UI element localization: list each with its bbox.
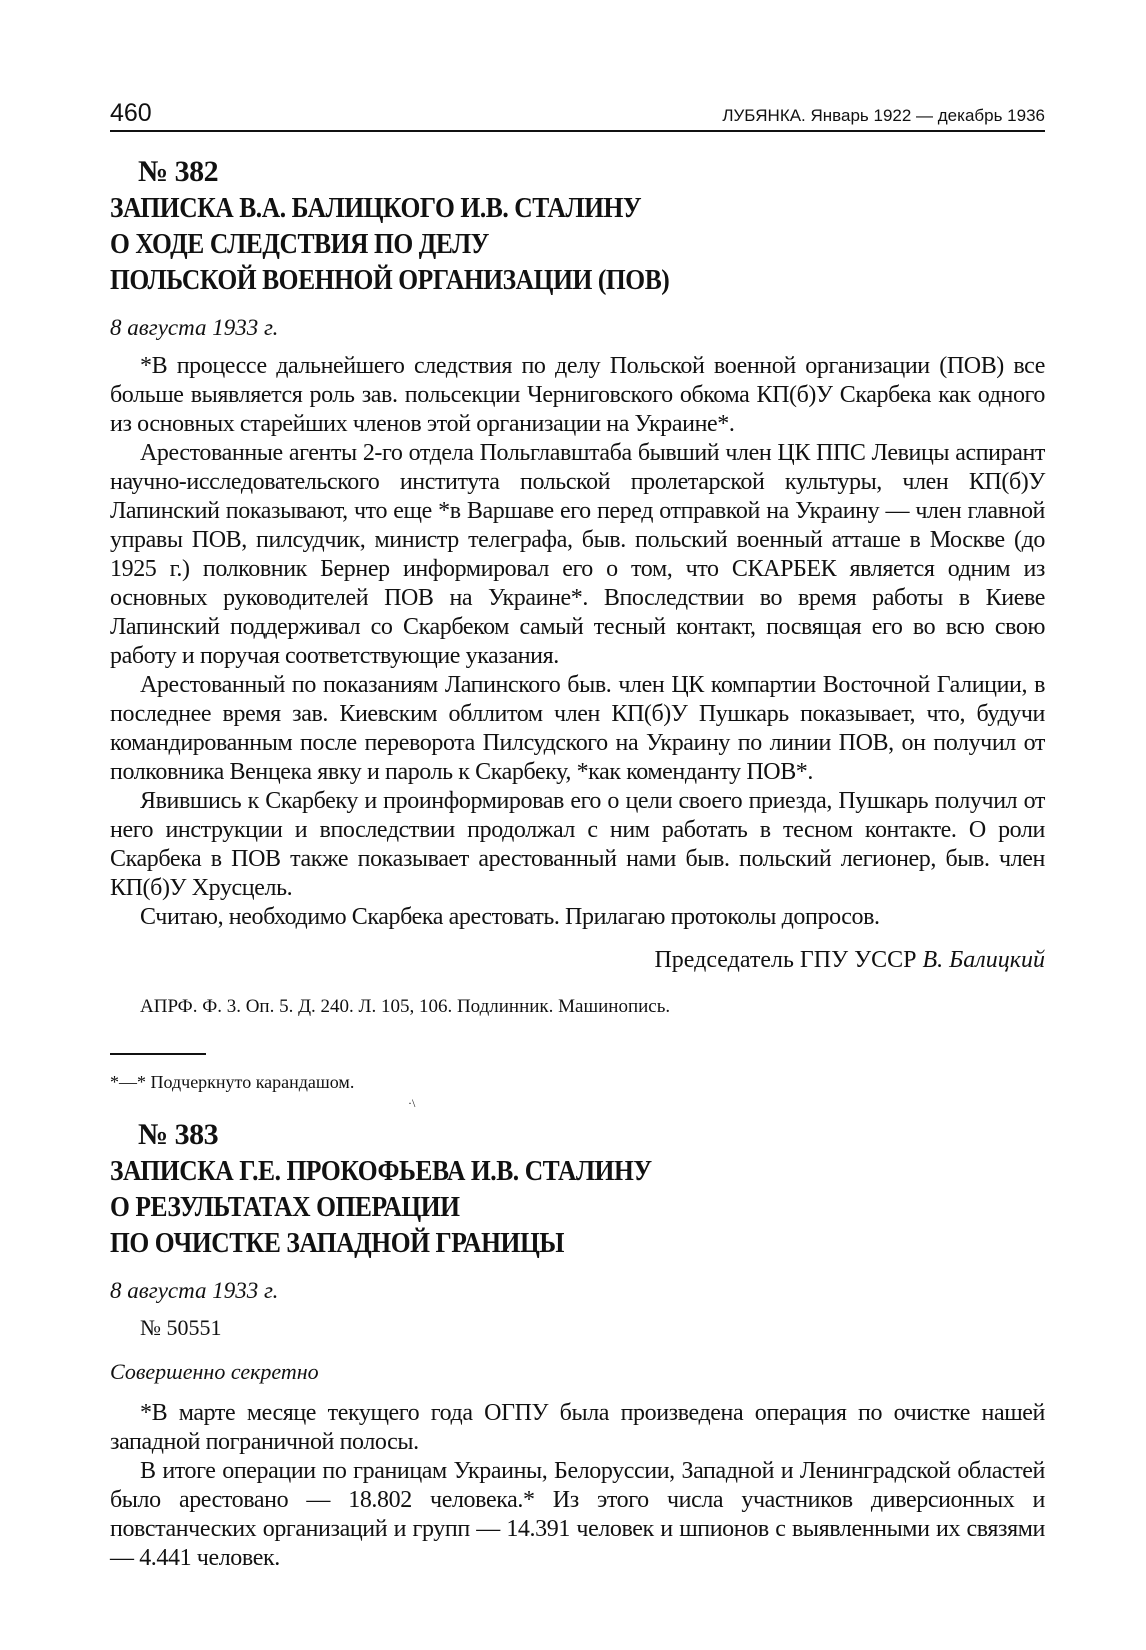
document-383 (110, 1117, 1045, 1573)
document-title-line: ПО ОЧИСТКЕ ЗАПАДНОЙ ГРАНИЦЫ (110, 1227, 564, 1259)
paragraph: В итоге операции по границам Украины, Белоруссии, Западной и Ленинградской областей было арестовано — 18.802 человека.* Из этого числа участников диверсионных и повстанческих организаций и групп — 14.391 человек и шпионов с выявленными их связями — 4.441 человек. (110, 1458, 1045, 1571)
registration-number: № 50551 (140, 1315, 222, 1340)
document-date: 8 августа 1933 г. (110, 1278, 279, 1303)
signer-position: Председатель ГПУ УССР (654, 947, 917, 973)
document-date: 8 августа 1933 г. (110, 315, 279, 340)
running-title: ЛУБЯНКА. Январь 1922 — декабрь 1936 (722, 106, 1045, 125)
signer-name: В. Балицкий (922, 947, 1045, 973)
paragraph: Считаю, необходимо Скарбека арестовать. Прилагаю протоколы допросов. (140, 904, 880, 930)
paragraph: *В марте месяце текущего года ОГПУ была произведена операция по очистке нашей западной пограничной полосы. (110, 1400, 1045, 1455)
page-number: 460 (110, 99, 152, 127)
signature (110, 946, 1045, 975)
document-title-line: О ХОДЕ СЛЕДСТВИЯ ПО ДЕЛУ (110, 228, 489, 260)
document-title-line: ПОЛЬСКОЙ ВОЕННОЙ ОРГАНИЗАЦИИ (ПОВ) (110, 264, 670, 296)
paragraph: Арестованные агенты 2-го отдела Польглавштаба бывший член ЦК ППС Левицы аспирант научно-исследовательского института польской пролетарской культуры, член КП(б)У Лапинский показывают, что еще *в Варшаве его перед отправкой на Украину — член главной управы ПОВ, пилсудчик, министр телеграфа, быв. польский военный атташе в Москве (до 1925 г.) полковник Бернер информировал его о том, что СКАРБЕК является одним из основных руководителей ПОВ на Украине*. Впоследствии во время работы в Киеве Лапинский поддерживал со Скарбеком самый тесный контакт, посвящая его во всю свою работу и поручая соответствующие указания. (110, 440, 1045, 669)
document-title-line: О РЕЗУЛЬТАТАХ ОПЕРАЦИИ (110, 1191, 460, 1223)
document-title-line: ЗАПИСКА В.А. БАЛИЦКОГО И.В. СТАЛИНУ (110, 192, 642, 224)
footnote-divider (110, 1053, 206, 1055)
archive-reference: АПРФ. Ф. 3. Оп. 5. Д. 240. Л. 105, 106. Подлинник. Машинопись. (140, 996, 671, 1017)
running-header (110, 96, 1045, 132)
scan-artifact-mark: ·\ (408, 1096, 416, 1110)
footnote: *—* Подчеркнуто карандашом. (110, 1072, 355, 1092)
document-number: № 382 (138, 155, 219, 188)
paragraph: Арестованный по показаниям Лапинского быв. член ЦК компартии Восточной Галиции, в последнее время зав. Киевским обллитом член КП(б)У Пушкарь показывает, что, будучи командированным после переворота Пилсудского на Украину по линии ПОВ, он получил от полковника Венцека явку и пароль к Скарбеку, *как коменданту ПОВ*. (110, 672, 1045, 785)
secrecy-classification: Совершенно секретно (110, 1359, 319, 1384)
paragraph: *В процессе дальнейшего следствия по делу Польской военной организации (ПОВ) все больше выявляется роль зав. польсекции Черниговского обкома КП(б)У Скарбека как одного из основных старейших членов этой организации на Украине*. (110, 353, 1045, 437)
document-title-line: ЗАПИСКА Г.Е. ПРОКОФЬЕВА И.В. СТАЛИНУ (110, 1155, 652, 1187)
paragraph: Явившись к Скарбеку и проинформировав его о цели своего приезда, Пушкарь получил от него инструкции и впоследствии продолжал с ним работать в тесном контакте. О роли Скарбека в ПОВ также показывает арестованный нами быв. польский легионер, быв. член КП(б)У Хрусцель. (110, 788, 1045, 901)
book-page (110, 96, 1045, 1573)
document-number: № 383 (138, 1118, 219, 1151)
document-382 (110, 154, 1045, 1093)
